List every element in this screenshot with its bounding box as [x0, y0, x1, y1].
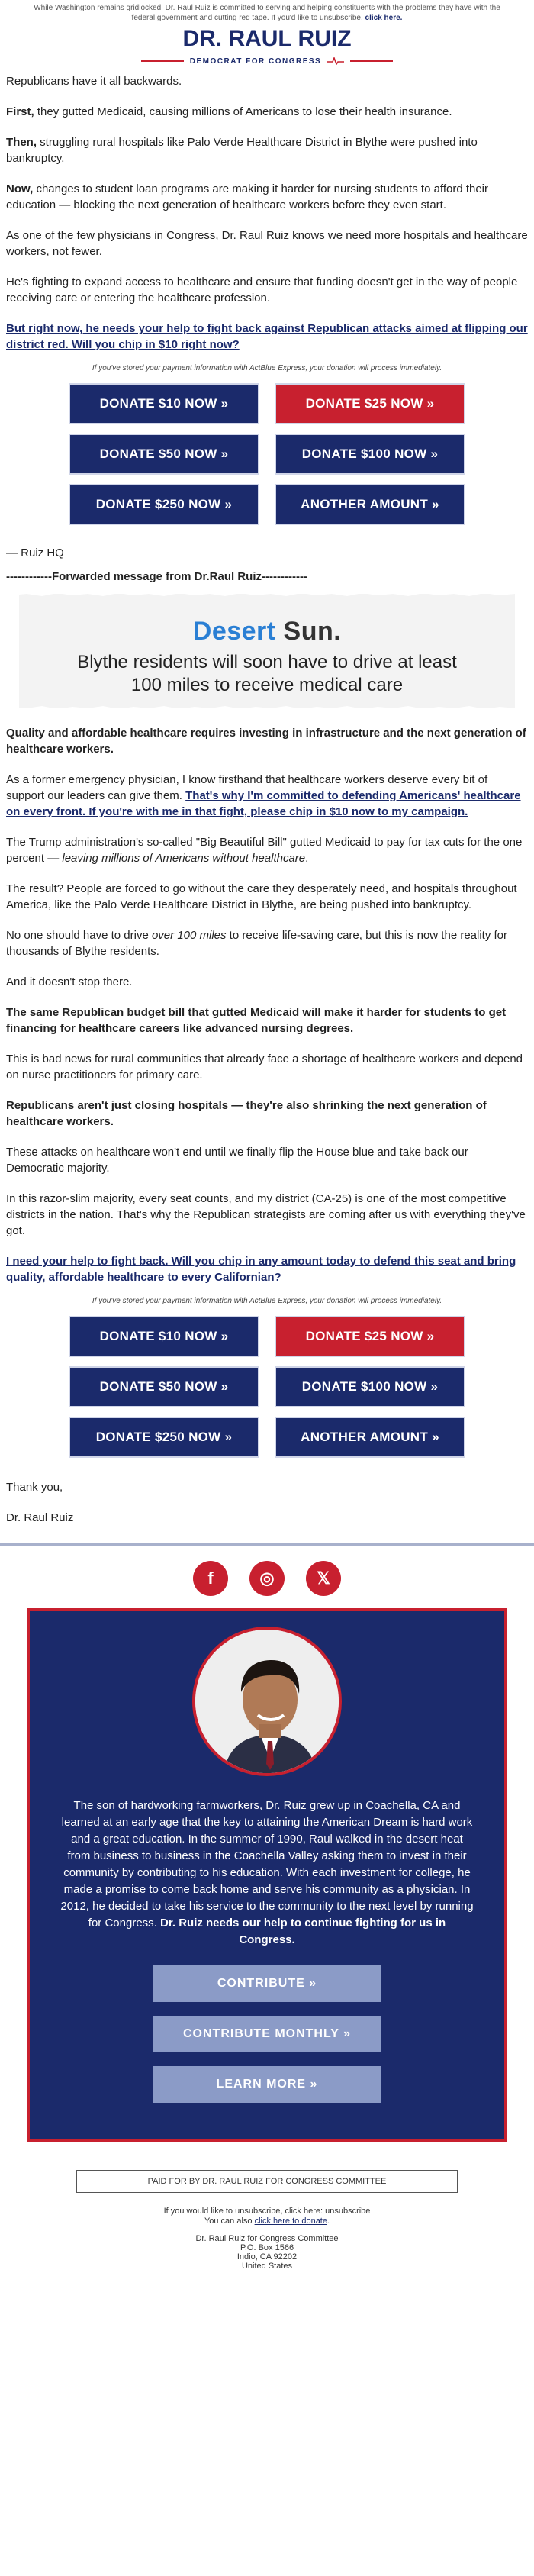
address-line-1: Dr. Raul Ruiz for Congress Committee	[195, 2234, 339, 2243]
contribute-button[interactable]: CONTRIBUTE »	[153, 1965, 381, 2002]
intro-p6: He's fighting to expand access to healthcare and ensure that funding doesn't get in the way of people receiving care or entering the healthcare profession.	[6, 276, 518, 305]
x-icon[interactable]: 𝕏	[306, 1561, 341, 1596]
logo-tagline	[141, 57, 393, 66]
heartbeat-icon	[327, 57, 344, 65]
actblue-note-2: If you've stored your payment information with ActBlue Express, your donation will process immediately.	[92, 1297, 442, 1305]
address-line-4: United States	[241, 2262, 293, 2271]
learn-more-button[interactable]: LEARN MORE »	[153, 2066, 381, 2103]
intro-p1: Republicans have it all backwards.	[6, 75, 182, 88]
campaign-logo	[0, 23, 534, 73]
news-brand: Desert Sun.	[192, 617, 342, 646]
body-p3: The Trump administration's so-called "Big Beautiful Bill" gutted Medicaid to pay for tax cuts for the one percent — leaving millions of Americans without healthcare.	[6, 836, 523, 865]
contribute-monthly-button[interactable]: CONTRIBUTE MONTHLY »	[153, 2016, 381, 2052]
body-p6: And it doesn't stop there.	[6, 975, 133, 988]
preheader-note	[0, 0, 534, 23]
bio-panel	[27, 1608, 507, 2142]
body-p10: These attacks on healthcare won't end until we finally flip the House blue and take back our Democratic majority.	[6, 1146, 468, 1175]
preheader-text: While Washington remains gridlocked, Dr. Raul Ruiz is committed to serving and helping constituents with the problems they have with the federal government and cutting red tape. If you'd like to unsubscribe,	[34, 4, 500, 22]
intro-p5: As one of the few physicians in Congress, Dr. Raul Ruiz knows we need more hospitals and healthcare workers, not fewer.	[6, 229, 528, 258]
body-p5: No one should have to drive over 100 miles to receive life-saving care, but this is now the reality for thousands of Blythe residents.	[6, 929, 508, 958]
torn-edge-top	[19, 591, 515, 597]
candidate-photo	[192, 1627, 342, 1776]
footer-divider	[0, 1543, 534, 1546]
body-p2: As a former emergency physician, I know firsthand that healthcare workers deserve every bit of support our leaders can give them. That's why I'm committed to defending Americans' healthcare on every front. If you're with me in that fight, please chip in $10 now to my campaign.	[6, 773, 521, 818]
address-line-3: Indio, CA 92202	[236, 2252, 298, 2262]
donate-other-button[interactable]: ANOTHER AMOUNT »	[275, 1417, 465, 1458]
closing-name: Dr. Raul Ruiz	[6, 1511, 74, 1524]
donate-25-button[interactable]: DONATE $25 NOW »	[275, 383, 465, 424]
donate-50-button[interactable]: DONATE $50 NOW »	[69, 1366, 259, 1407]
donate-250-button[interactable]: DONATE $250 NOW »	[69, 484, 259, 525]
mailing-address	[0, 2234, 534, 2271]
actblue-note: If you've stored your payment information with ActBlue Express, your donation will process immediately.	[92, 364, 442, 372]
preheader-unsubscribe-link[interactable]: click here.	[365, 14, 403, 22]
paid-for-disclaimer: PAID FOR BY DR. RAUL RUIZ FOR CONGRESS COMMITTEE	[76, 2170, 458, 2193]
donate-250-button[interactable]: DONATE $250 NOW »	[69, 1417, 259, 1458]
donate-10-button[interactable]: DONATE $10 NOW »	[69, 1316, 259, 1357]
body-p8: This is bad news for rural communities that already face a shortage of healthcare workers and depend on nurse practitioners for primary care.	[6, 1053, 523, 1082]
news-headline: Blythe residents will soon have to drive at least 100 miles to receive medical care	[77, 652, 457, 695]
donate-25-button[interactable]: DONATE $25 NOW »	[275, 1316, 465, 1357]
logo-name: DR. RAUL RUIZ	[182, 26, 352, 51]
footer-donate-link[interactable]: click here to donate	[254, 2217, 327, 2226]
unsubscribe-link[interactable]: If you would like to unsubscribe, click here: unsubscribe	[163, 2207, 371, 2216]
donate-10-button[interactable]: DONATE $10 NOW »	[69, 383, 259, 424]
donate-100-button[interactable]: DONATE $100 NOW »	[275, 434, 465, 475]
logo-rule-left	[141, 60, 184, 62]
body-p11: In this razor-slim majority, every seat counts, and my district (CA-25) is one of the most competitive districts in the nation. That's why the Republican strategists are coming after us with everything they've got.	[6, 1192, 526, 1237]
intro-p4: Now, changes to student loan programs are making it harder for nursing students to afford their education — blocking the next generation of healthcare workers before they even start.	[6, 182, 489, 211]
body-p4: The result? People are forced to go without the care they desperately need, and hospitals throughout America, like the Palo Verde Healthcare District in Blythe, are being pushed into bankruptcy.	[6, 882, 517, 911]
body-p2-link[interactable]: That's why I'm committed to defending Americans' healthcare on every front. If you're with me in that fight, please chip in $10 now to my campaign.	[6, 789, 521, 818]
intro-cta-link[interactable]: But right now, he needs your help to fight back against Republican attacks aimed at flipping our district red. Will you chip in $10 right now?	[6, 322, 528, 351]
news-clipping	[19, 594, 515, 708]
donate-100-button[interactable]: DONATE $100 NOW »	[275, 1366, 465, 1407]
candidate-portrait-icon	[195, 1630, 342, 1776]
message-content	[0, 73, 534, 1526]
instagram-icon[interactable]: ◎	[249, 1561, 285, 1596]
donate-other-button[interactable]: ANOTHER AMOUNT »	[275, 484, 465, 525]
forward-line: ------------Forwarded message from Dr.Raul Ruiz------------	[6, 570, 307, 583]
intro-p3: Then, struggling rural hospitals like Palo Verde Healthcare District in Blythe were pushed into bankruptcy.	[6, 136, 478, 165]
donate-50-button[interactable]: DONATE $50 NOW »	[69, 434, 259, 475]
body-p1: Quality and affordable healthcare requires investing in infrastructure and the next generation of healthcare workers.	[6, 727, 526, 756]
donate-grid-2	[69, 1316, 465, 1458]
social-links	[0, 1561, 534, 1596]
torn-edge-bottom	[19, 705, 515, 711]
address-line-2: P.O. Box 1566	[240, 2243, 294, 2252]
unsubscribe-block	[0, 2207, 534, 2226]
facebook-icon[interactable]: f	[193, 1561, 228, 1596]
donate-line: You can also click here to donate.	[204, 2217, 330, 2226]
body-p7: The same Republican budget bill that gutted Medicaid will make it harder for students to get financing for healthcare careers like advanced nursing degrees.	[6, 1006, 507, 1035]
intro-p2: First, they gutted Medicaid, causing millions of Americans to lose their health insurance.	[6, 105, 452, 118]
body-cta-link[interactable]: I need your help to fight back. Will you chip in any amount today to defend this seat and bring quality, affordable healthcare to every Californian?	[6, 1255, 516, 1284]
donate-grid-1	[69, 383, 465, 525]
body-p9: Republicans aren't just closing hospitals — they're also shrinking the next generation of healthcare workers.	[6, 1099, 487, 1128]
logo-tag-text: DEMOCRAT FOR CONGRESS	[189, 56, 322, 66]
closing-thanks: Thank you,	[6, 1481, 63, 1494]
signoff-hq: — Ruiz HQ	[6, 546, 64, 559]
logo-rule-right	[350, 60, 393, 62]
bio-text: The son of hardworking farmworkers, Dr. Ruiz grew up in Coachella, CA and learned at an early age that the key to attaining the American Dream is hard work and a great education. In the summer of 1990, Raul walked in the desert heat from business to business in the Coachella Valley asking them to invest in their community by contributing to his education. With each investment for college, he made a promise to come back home and serve his community as a physician. In 2012, he decided to take his service to the community to the next level by running for Congress. Dr. Ruiz needs our help to continue fighting for us in Congress.	[60, 1799, 474, 1946]
